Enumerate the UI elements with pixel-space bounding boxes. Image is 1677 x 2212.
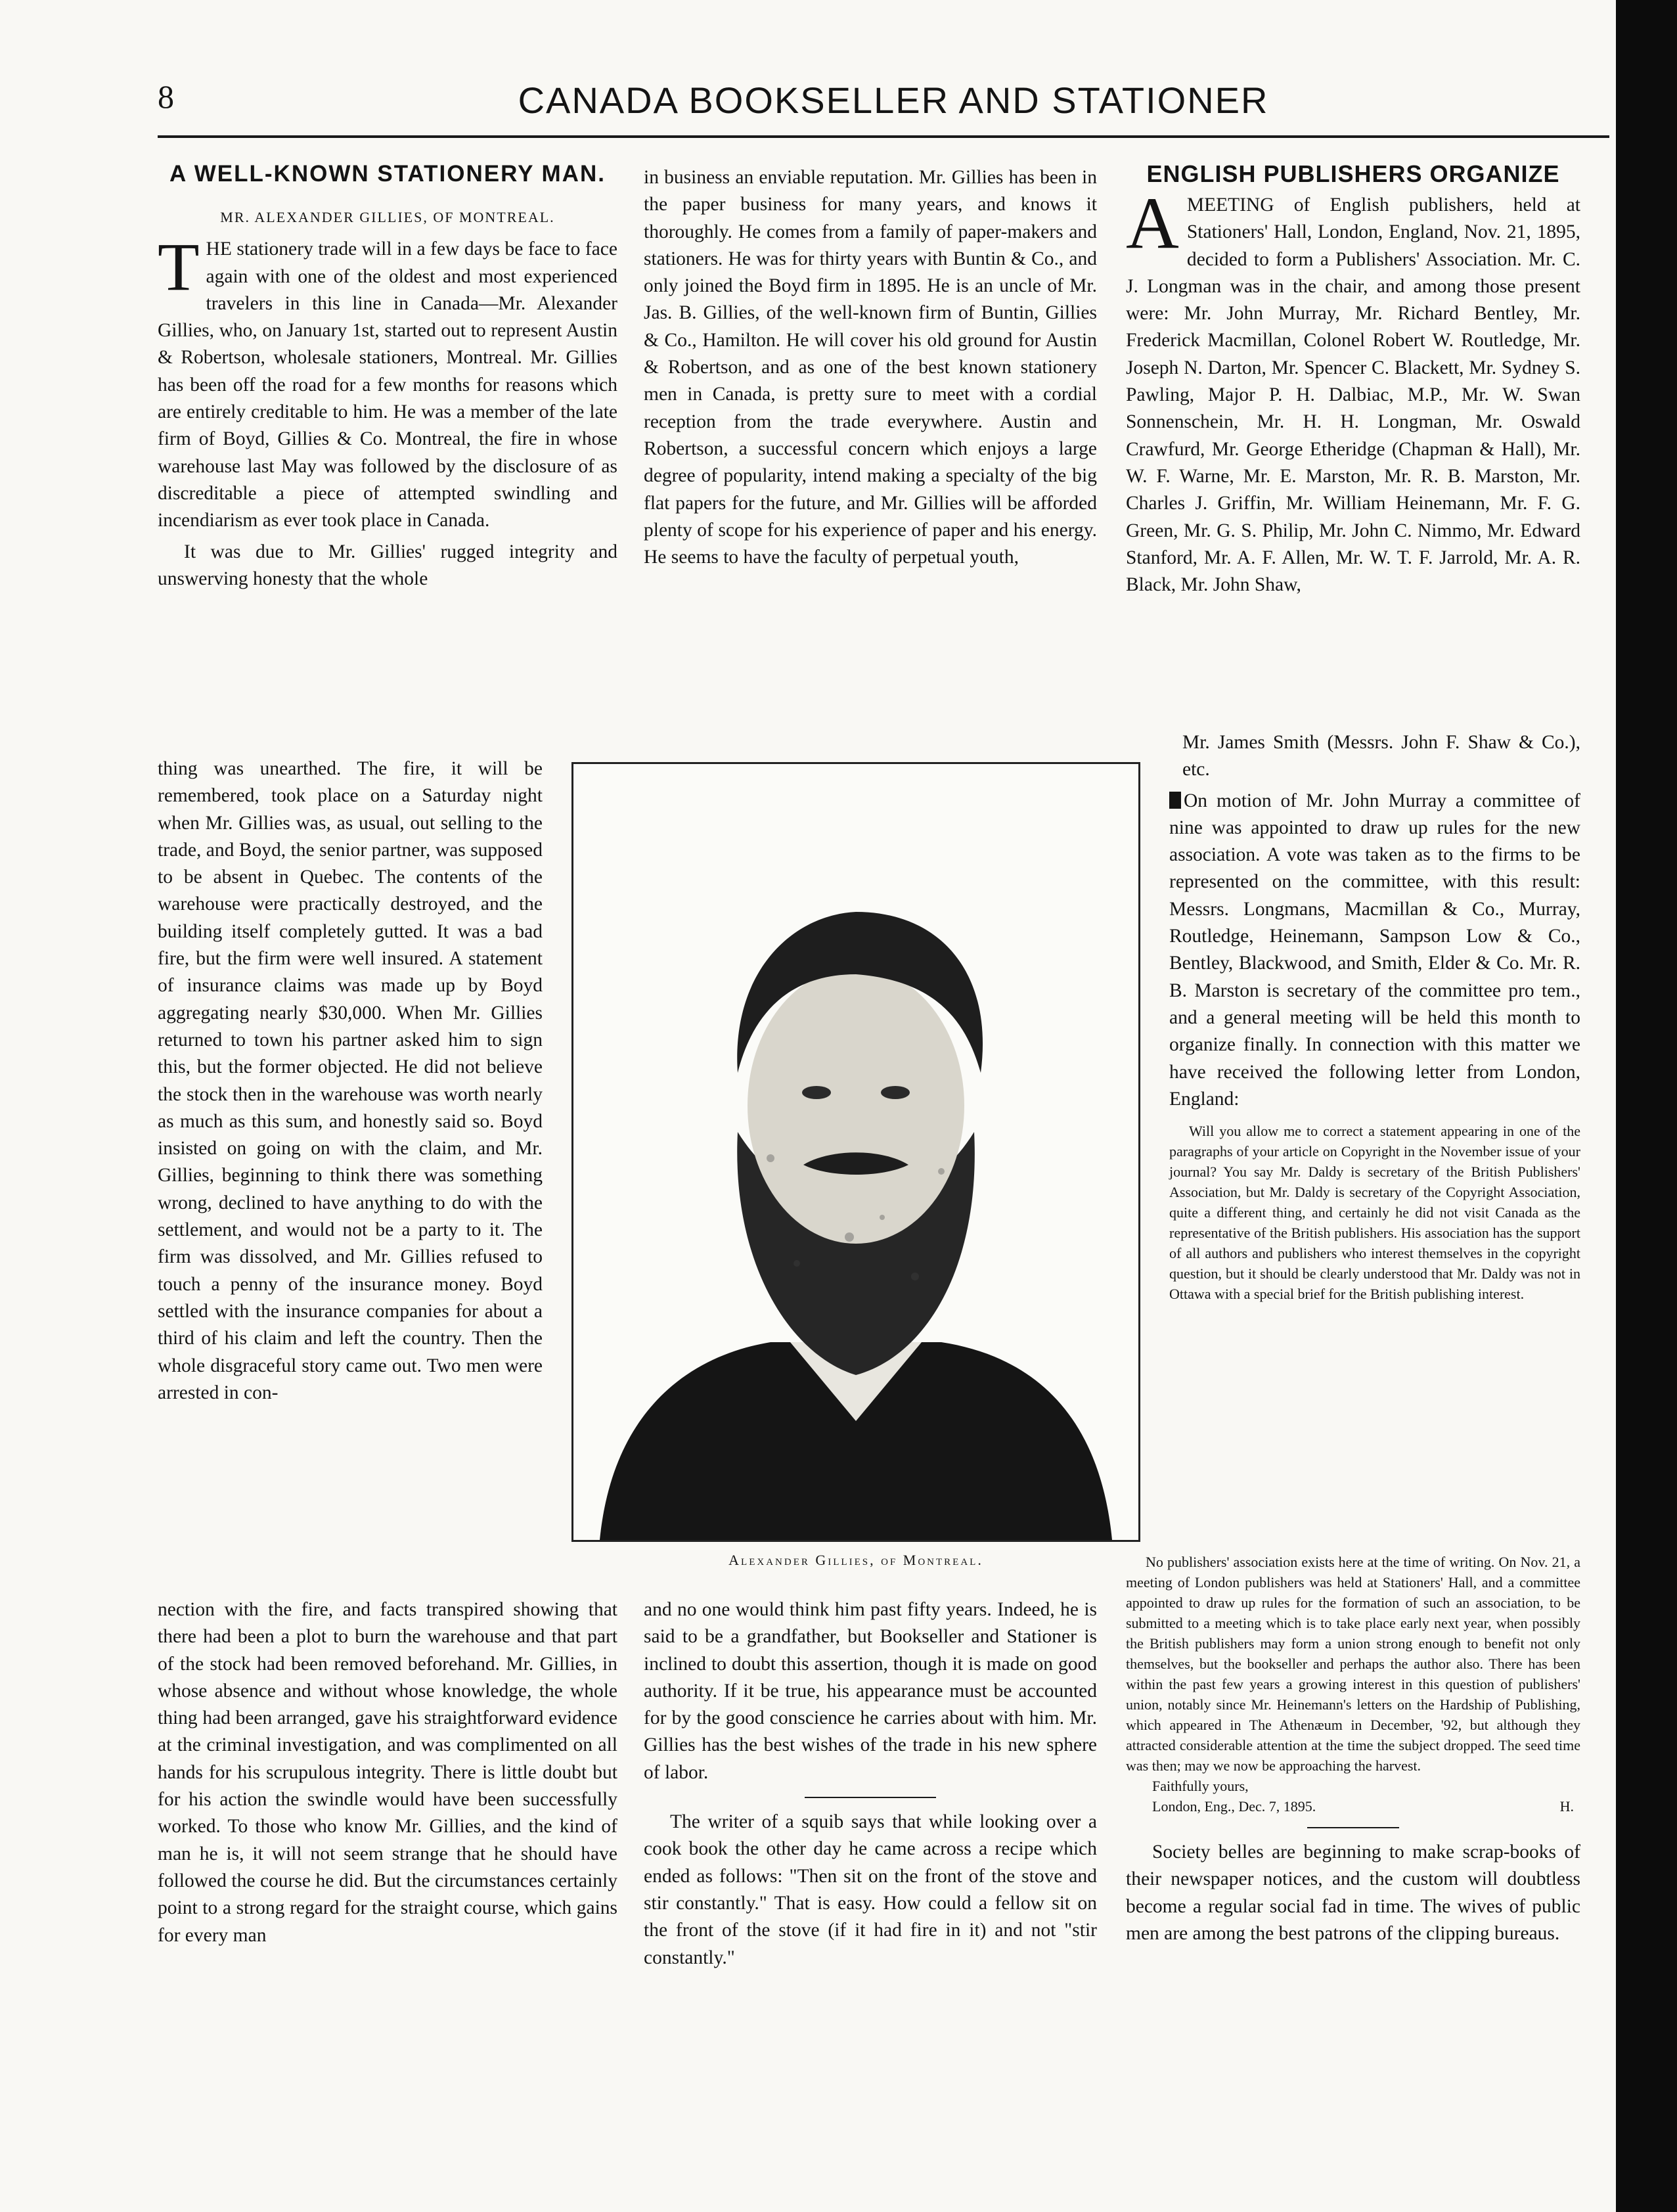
section-divider xyxy=(1307,1827,1399,1828)
article-paragraph-2-start: It was due to Mr. Gillies' rugged integrity and unswerving honesty that the whole xyxy=(158,541,617,589)
portrait-image xyxy=(571,762,1140,1542)
article-column-2-top xyxy=(644,164,1097,571)
paragraph-text: HE stationery trade will in a few days be face to face again with one of the oldest and most experienced travelers in this line in Canada—Mr. Alexander Gillies, who, on January 1st, started out to represent Austin & Robertson, wholesale stationers, Montreal. Mr. Gillies has been off the road for a few months for reasons which are entirely creditable to him. He was a member of the late firm of Boyd, Gillies & Co. Montreal, the fire in whose warehouse last May was followed by the disclosure of as discreditable a piece of attempted swindling and incendiarism as ever took place in Canada. xyxy=(158,238,617,531)
article-column-2-bottom xyxy=(644,1596,1097,1972)
article-paragraph-1 xyxy=(158,229,617,534)
page-number: 8 xyxy=(158,78,174,115)
paragraph-text: thing was unearthed. The fire, it will be remembered, took place on a Saturday night when Mr. Gillies was, as usual, out selling to the trade, and Boyd, the senior partner, was supposed to be absent in Quebec. The contents of the warehouse were practically destroyed, and the building itself completely gutted. It was a bad fire, but the firm were well insured. A statement of insurance claims was made up by Boyd aggregating nearly $30,000. When Mr. Gillies returned to town his partner asked him to sign this, but the former objected. He did not believe the stock then in the warehouse was worth nearly as much as this sum, and honestly said so. Boyd insisted on going on with the claim, and Mr. Gillies, beginning to think there was something wrong, declined to have anything to do with the settlement, and would not be a party to it. The firm was dissolved, and Mr. Gillies refused to touch a penny of the insurance money. Boyd settled with the insurance companies for about a third of his claim and left the country. Then the whole disgraceful story came out. Two men were arrested in con- xyxy=(158,758,543,1403)
drop-cap: T xyxy=(158,229,200,305)
article-paragraph-1 xyxy=(1126,183,1580,598)
paragraph-text: and no one would think him past fifty years. Indeed, he is said to be a grandfather, but Bookseller and Stationer is inclined to doubt this assertion, though it is made on good authority. If it be true, his appearance must be accounted for by the good conscience he carries about with him. Mr. Gillies has the best wishes of the trade in his new sphere of labor. xyxy=(644,1599,1097,1783)
masthead-rule xyxy=(158,135,1609,138)
letter-signature xyxy=(1126,1776,1580,1796)
article-subheading: MR. ALEXANDER GILLIES, OF MONTREAL. xyxy=(220,209,555,225)
squib-paragraph: The writer of a squib says that while looking over a cook book the other day he came across a recipe which ended as follows: "Then sit on the front of the stove and stir constantly." That is easy. How could a fellow sit on the front of the stove (if it had fire in it) and not "stir constantly." xyxy=(644,1811,1097,1968)
scan-edge-bar xyxy=(1616,0,1677,2212)
paragraph-text: On motion of Mr. John Murray a committee of nine was appointed to draw up rules for the new association. A vote was taken as to the firms to be represented on the committee, with this result: Messrs. Longmans, Macmillan & Co., Murray, Routledge, Heinemann, Sampson Low & Co., Bentley, Blackwood, and Smith, Elder & Co. Mr. R. B. Marston is secretary of the committee pro tem., and a general meeting will be held this month to organize finally. In connection with this matter we have received the following letter from London, England: xyxy=(1169,790,1580,1110)
article-english-publishers-cont xyxy=(1169,729,1580,1304)
masthead: CANADA BOOKSELLER AND STATIONER xyxy=(518,79,1269,121)
section-divider xyxy=(805,1797,936,1798)
letter-initial: H. xyxy=(1559,1798,1574,1815)
paragraph-text: MEETING of English publishers, held at Stationers' Hall, London, England, Nov. 21, 1895, decided to form a Publishers' Association. Mr. C. J. Longman was in the chair, and among those present were: Mr. John Murray, Mr. Richard Bentley, Mr. Frederick Macmillan, Colonel Robert W. Routledge, Mr. Joseph N. Darton, Mr. Spencer C. Blackett, Mr. Sydney S. Pawling, Major P. H. Dalbiac, M.P., Mr. W. Swan Sonnenschein, Mr. H. H. Longman, Mr. Oswald Crawfurd, Mr. George Etheridge (Chapman & Hall), Mr. W. F. Warne, Mr. E. Marston, Mr. R. B. Marston, Mr. Charles J. Griffin, Mr. William Heinemann, Mr. F. G. Green, Mr. G. S. Philip, Mr. John C. Nimmo, Mr. Edward Stanford, Mr. A. F. Allen, Mr. W. T. F. Jarrold, Mr. A. R. Black, Mr. John Shaw, xyxy=(1126,194,1580,596)
article-paragraph-2-end xyxy=(158,1596,617,1949)
letter-valediction: Faithfully yours, xyxy=(1152,1778,1249,1794)
paragraph-mark-icon xyxy=(1169,792,1181,809)
letter-paragraph-2: No publishers' association exists here at the time of writing. On Nov. 21, a meeting of London publishers was held at Stationers' Hall, and a committee appointed to draw up rules for the formation of such an association, to be submitted to a meeting which is to take place early next year, when possibly the British publishers may form a union strong enough to benefit not only themselves, but the bookseller and perhaps the author also. There has been within the past few years a growing interest in this question of publishers' union, notably since Mr. Heinemann's letters on the Hardship of Publishing, which appeared in The Athenæum in December, '92, but although they attracted considerable attention at the time the subject dropped. The seed time was then; may we now be approaching the harvest. xyxy=(1126,1554,1580,1774)
drop-cap: A xyxy=(1126,183,1179,264)
article-paragraph-2 xyxy=(1169,788,1580,1114)
paragraph-text: Mr. James Smith (Messrs. John F. Shaw & Co.), etc. xyxy=(1182,732,1580,780)
paragraph-text: in business an enviable reputation. Mr. Gillies has been in the paper business for many years, and knows it thoroughly. He comes from a family of paper-makers and stationers. He was for thirty years with Buntin & Co., and only joined the Boyd firm in 1895. He is an uncle of Mr. Jas. B. Gillies, of the well-known firm of Buntin, Gillies & Co., Hamilton. He will cover his old ground for Austin & Robertson, and as one of the best known stationery men in Canada, is pretty sure to meet with a cordial reception from the trade everywhere. Austin and Robertson, a successful concern which enjoys a large degree of popularity, intend making a specialty of the big flat papers for the future, and Mr. Gillies will be afforded plenty of scope for his experience of paper and his energy. He seems to have the faculty of perpetual youth, xyxy=(644,167,1097,568)
letter-dateline xyxy=(1126,1796,1580,1817)
article-heading: A WELL-KNOWN STATIONERY MAN. xyxy=(169,161,606,187)
society-paragraph: Society belles are beginning to make scrap-books of their newspaper notices, and the custom will doubtless become a regular social fad in time. The wives of public men are among the best patrons of the clipping bureaus. xyxy=(1126,1841,1580,1944)
letter-paragraph-1: Will you allow me to correct a statement appearing in one of the paragraphs of your article on Copyright in the November issue of your journal? You say Mr. Daldy is secretary of the British Publishers' Association, but Mr. Daldy is secretary of the Copyright Association, quite a different thing, and certainly he did not visit Canada as the representative of the British publishers. His association has the support of all authors and publishers who interest themselves in the copyright question, but it should be clearly understood that Mr. Daldy was not in Ottawa with a special brief for the British publishing interest. xyxy=(1169,1123,1580,1303)
portrait-illustration xyxy=(573,764,1138,1540)
article-heading: ENGLISH PUBLISHERS ORGANIZE xyxy=(1146,160,1560,187)
article-paragraph-2-middle xyxy=(158,756,543,1407)
article-stationery-man xyxy=(158,160,617,593)
portrait-caption: Alexander Gillies, of Montreal. xyxy=(728,1552,983,1568)
paragraph-text: nection with the fire, and facts transpired showing that there had been a plot to burn the warehouse and that part of the stock had been removed beforehand. Mr. Gillies, in whose absence and without whose knowledge, the whole thing had been arranged, gave his straightforward evidence at the criminal investigation, and was complimented on all hands for his scrupulous integrity. There is little doubt but for his action the swindle would have been successfully worked. To those who know Mr. Gillies, and the kind of man he is, it will not seem strange that he should have followed the course he did. But the circumstances certainly point to a strong regard for the straight course, which gains for every man xyxy=(158,1599,617,1946)
letter-continuation xyxy=(1126,1552,1580,1947)
article-english-publishers xyxy=(1126,160,1580,598)
letter-place-date: London, Eng., Dec. 7, 1895. xyxy=(1152,1798,1316,1815)
